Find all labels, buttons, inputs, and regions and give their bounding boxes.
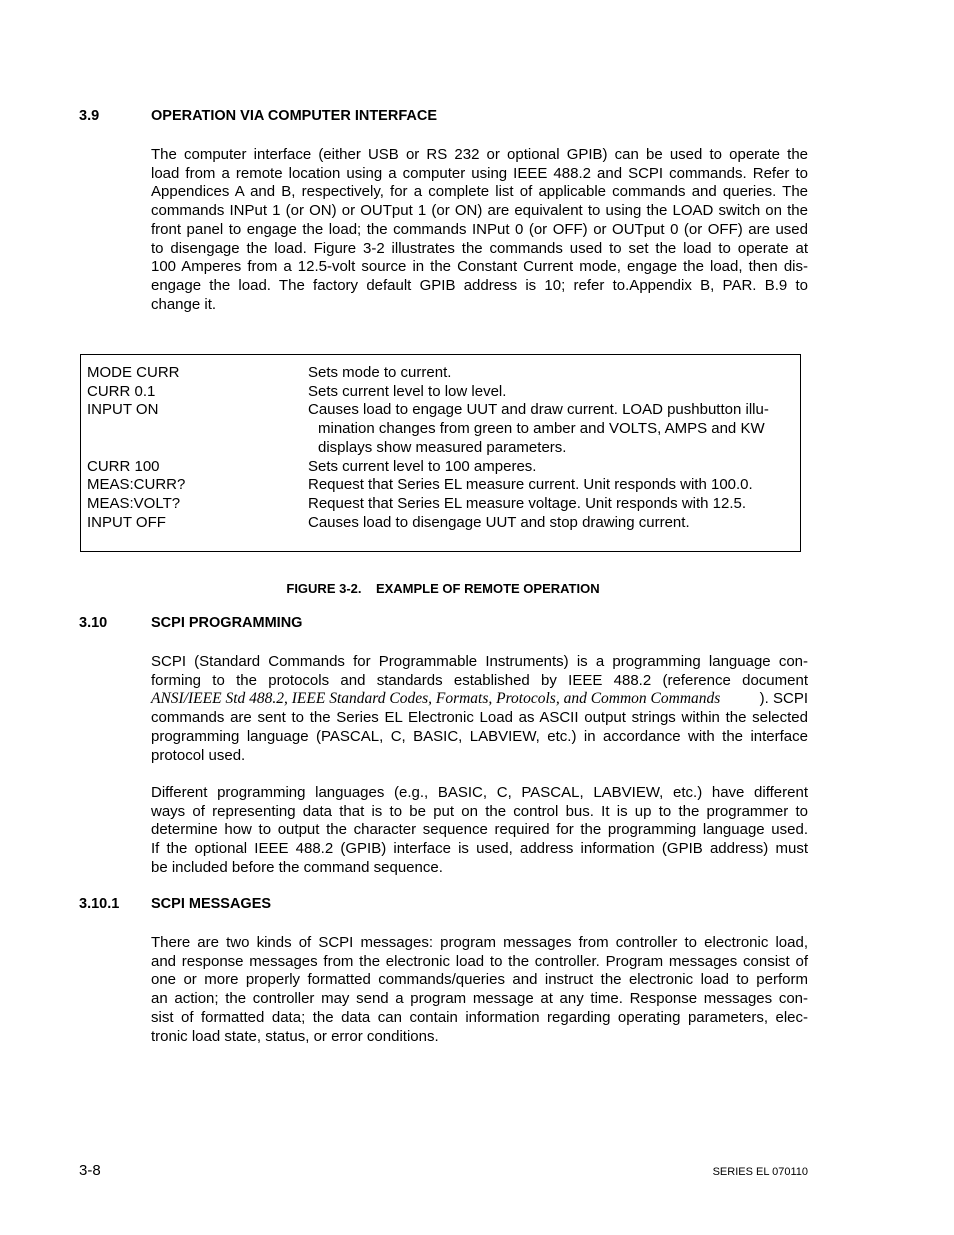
section-title: OPERATION VIA COMPUTER INTERFACE (151, 108, 437, 124)
command: MEAS:VOLT? (87, 494, 181, 512)
document-id: SERIES EL 070110 (712, 1166, 808, 1178)
text-line: ways of representing data that is to be put on the control bus. It is up to the programmer to (151, 802, 808, 820)
figure-box (80, 354, 801, 552)
command-description: Sets mode to current. (308, 364, 452, 381)
text-line: protocol used. (151, 746, 246, 764)
text-line: one or more properly formatted commands/queries and instruct the electronic load to perform (151, 971, 808, 989)
command: MEAS:CURR? (87, 476, 186, 494)
text-line: engage the load. The factory default GPIB address is 10; refer to.Appendix B, PAR. B.9 to (151, 276, 808, 294)
command-description: Sets current level to 100 amperes. (308, 457, 537, 475)
page-number: 3-8 (79, 1162, 101, 1179)
text-line: load from a remote location using a computer using IEEE 488.2 and SCPI commands. Refer to (151, 164, 808, 182)
text-line: The computer interface (either USB or RS 232 or optional GPIB) can be used to operate the (151, 146, 808, 163)
text-line: forming to the protocols and standards established by IEEE 488.2 (reference document (151, 671, 808, 689)
text-line (151, 690, 808, 709)
command: INPUT OFF (87, 513, 166, 531)
paragraph-scpi-intro (151, 653, 808, 765)
figure-caption: FIGURE 3-2. EXAMPLE OF REMOTE OPERATION (286, 581, 600, 596)
paragraph-scpi-languages (151, 784, 808, 878)
text-line: change it. (151, 295, 217, 313)
command-description-continued: mination changes from green to amber and VOLTS, AMPS and KW (318, 420, 765, 438)
text-line: Appendices A and B, respectively, for a complete list of applicable commands and queries. The (151, 183, 808, 201)
text-line: Different programming languages (e.g., BASIC, C, PASCAL, LABVIEW, etc.) have different (151, 784, 808, 801)
paragraph-scpi-messages (151, 934, 808, 1046)
command-description: Causes load to disengage UUT and stop drawing current. (308, 513, 690, 531)
section-title: SCPI MESSAGES (151, 896, 272, 912)
text-line: determine how to output the character sequence required for the programming language used. (151, 821, 808, 839)
text-segment: ). SCPI (759, 690, 808, 708)
command: MODE CURR (87, 364, 180, 381)
section-title: SCPI PROGRAMMING (151, 615, 303, 631)
text-line: and response messages from the electronic load to the controller. Program messages consist of (151, 952, 808, 970)
command-description: Request that Series EL measure current. Unit responds with 100.0. (308, 476, 753, 494)
text-line: programming language (PASCAL, C, BASIC, LABVIEW, etc.) in accordance with the interface (151, 727, 808, 745)
command: CURR 0.1 (87, 382, 156, 400)
text-line: tronic load state, status, or error conditions. (151, 1027, 439, 1045)
text-line: SCPI (Standard Commands for Programmable Instruments) is a programming language con- (151, 653, 808, 670)
paragraph-intro (151, 146, 808, 314)
text-line: sist of formatted data; the data can contain information regarding operating parameters, elec- (151, 1008, 808, 1026)
command-description: Causes load to engage UUT and draw current. LOAD pushbutton illu- (308, 401, 769, 419)
text-line: 100 Amperes from a 12.5-volt source in the Constant Current mode, engage the load, then dis- (151, 258, 808, 276)
section-number: 3.9 (79, 108, 100, 124)
text-line: There are two kinds of SCPI messages: program messages from controller to electronic load, (151, 934, 808, 951)
command-description: Sets current level to low level. (308, 382, 507, 400)
text-line: If the optional IEEE 488.2 (GPIB) interface is used, address information (GPIB address) must (151, 840, 808, 858)
text-line: commands INPut 1 (or ON) or OUTput 1 (or ON) are equivalent to using the LOAD switch on the (151, 202, 808, 220)
section-number: 3.10 (79, 615, 108, 631)
text-line: front panel to engage the load; the commands INPut 0 (or OFF) or OUTput 0 (or OFF) are used (151, 220, 808, 238)
reference-document-title: ANSI/IEEE Std 488.2, IEEE Standard Codes, Formats, Protocols, and Common Commands (151, 690, 721, 708)
text-line: be included before the command sequence. (151, 858, 443, 876)
command: CURR 100 (87, 457, 160, 475)
text-line: commands are sent to the Series EL Electronic Load as ASCII output strings within the selected (151, 709, 808, 727)
command-description-continued: displays show measured parameters. (318, 438, 567, 456)
section-number: 3.10.1 (79, 896, 120, 912)
command-description: Request that Series EL measure voltage. Unit responds with 12.5. (308, 494, 747, 512)
command: INPUT ON (87, 401, 159, 419)
text-line: an action; the controller may send a program message at any time. Response messages con- (151, 990, 808, 1008)
text-line: to disengage the load. Figure 3-2 illustrates the commands used to set the load to operate at (151, 239, 808, 257)
